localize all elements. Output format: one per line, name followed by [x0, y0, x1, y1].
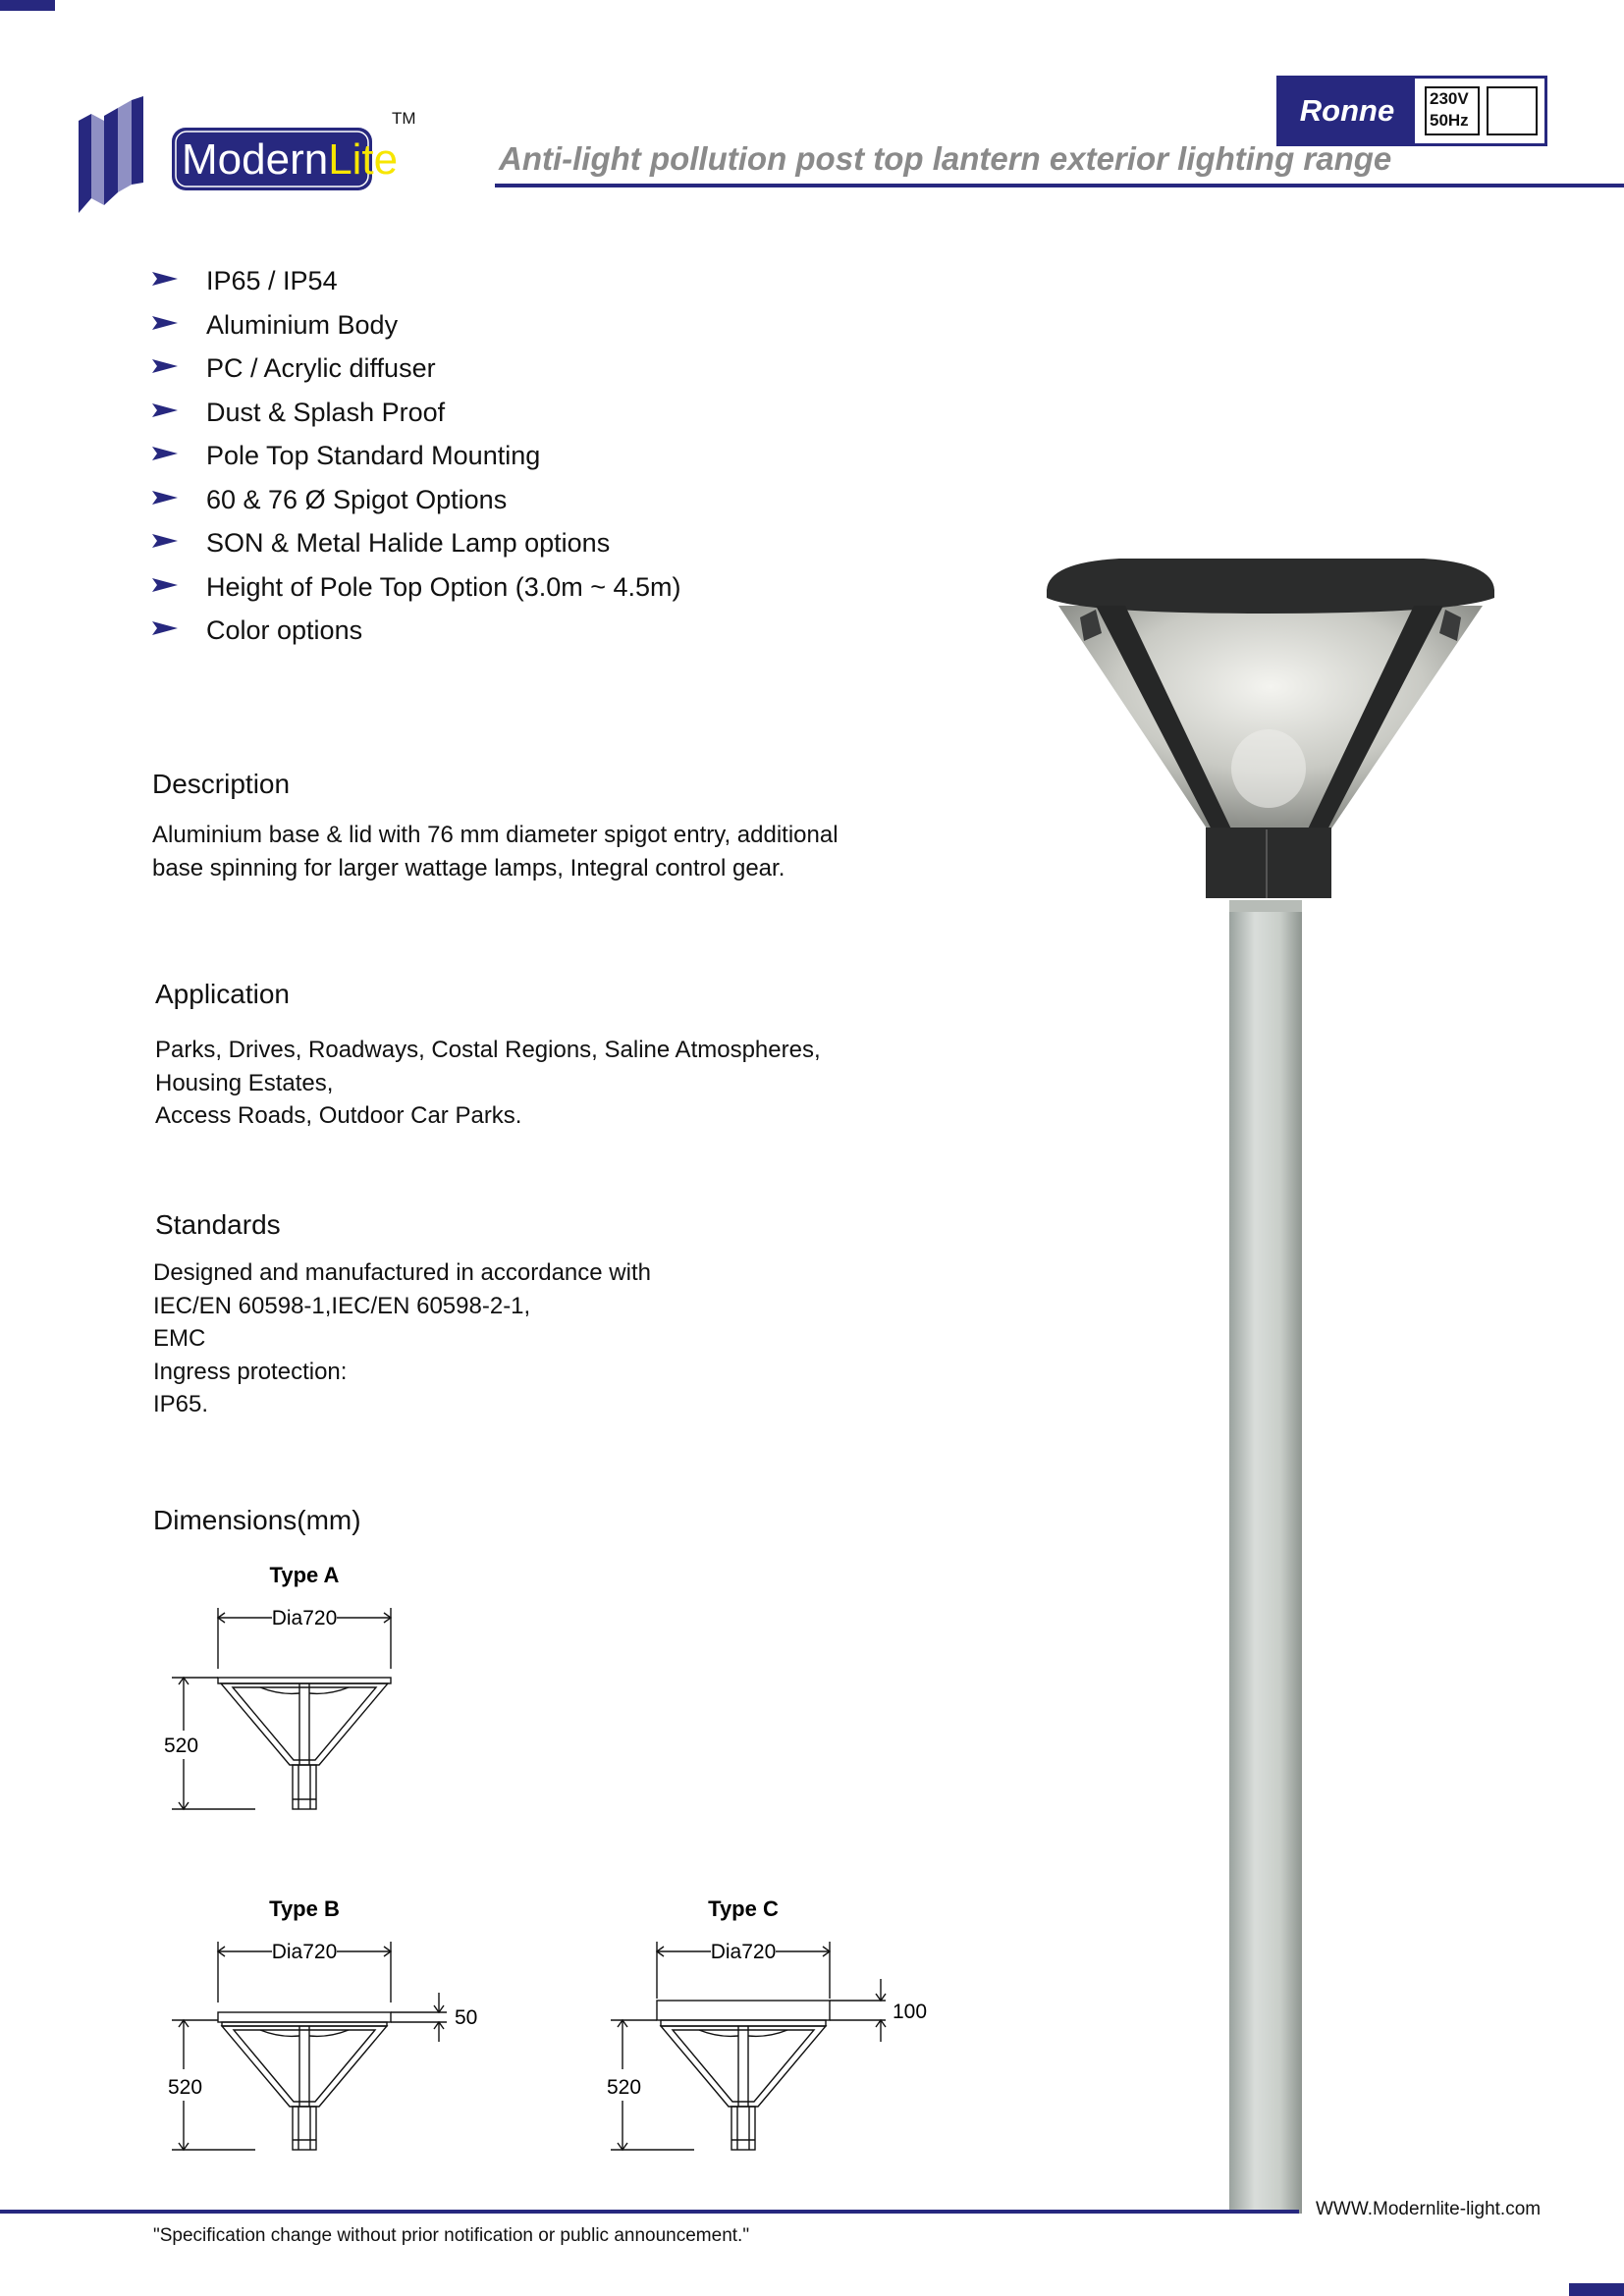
pole	[1229, 908, 1302, 2214]
description-heading: Description	[152, 769, 291, 799]
feature-item: 60 & 76 Ø Spigot Options	[152, 480, 681, 524]
type-c-drawing	[601, 1893, 945, 2158]
type-c-lid-height: 100	[893, 2001, 928, 2023]
certification-box	[1487, 86, 1538, 135]
page-subtitle: Anti-light pollution post top lantern exterior lighting range	[499, 140, 1392, 177]
type-a-drawing	[162, 1559, 417, 1819]
power-rating-box	[1425, 86, 1480, 135]
frequency: 50Hz	[1430, 111, 1469, 130]
product-photo	[1041, 545, 1502, 2214]
type-a-label: Type A	[269, 1563, 340, 1587]
logo-text-lite: Lite	[328, 135, 399, 184]
arrow-bullet-icon	[152, 359, 178, 373]
product-badge	[1276, 76, 1547, 146]
lantern-base	[1206, 828, 1331, 898]
pole-cap	[1229, 900, 1302, 912]
type-c-diameter: Dia720	[710, 1941, 777, 1963]
dimensions-heading: Dimensions(mm)	[153, 1505, 361, 1535]
feature-item: PC / Acrylic diffuser	[152, 348, 681, 393]
arrow-bullet-icon	[152, 316, 178, 330]
arrow-bullet-icon	[152, 491, 178, 505]
arrow-bullet-icon	[152, 621, 178, 635]
disclaimer-text: "Specification change without prior notification or public announcement."	[153, 2225, 750, 2246]
feature-item: Dust & Splash Proof	[152, 393, 681, 437]
feature-list	[152, 261, 681, 655]
type-b-drawing	[162, 1893, 496, 2158]
logo-text-modern: Modern	[182, 135, 329, 184]
footer-divider	[0, 2210, 1299, 2214]
description-text: Aluminium base & lid with 76 mm diameter spigot entry, additional base spinning for larger wattage lamps, Integral control gear.	[152, 822, 839, 881]
arrow-bullet-icon	[152, 272, 178, 286]
lantern-lid	[1047, 559, 1494, 614]
feature-item: Height of Pole Top Option (3.0m ~ 4.5m)	[152, 567, 681, 612]
application-text: Parks, Drives, Roadways, Costal Regions, Saline Atmospheres, Housing Estates, Access Roads, Outdoor Car Parks.	[155, 1037, 821, 1129]
feature-item: IP65 / IP54	[152, 261, 681, 305]
type-a-height: 520	[164, 1735, 199, 1757]
voltage: 230V	[1430, 89, 1469, 108]
application-heading: Application	[155, 979, 290, 1009]
feature-item: Pole Top Standard Mounting	[152, 436, 681, 480]
arrow-bullet-icon	[152, 447, 178, 460]
type-c-label: Type C	[708, 1896, 779, 1921]
trademark-symbol: TM	[392, 109, 416, 128]
arrow-bullet-icon	[152, 403, 178, 417]
type-b-lid-height: 50	[455, 2006, 478, 2029]
arrow-bullet-icon	[152, 534, 178, 548]
type-a-diameter: Dia720	[271, 1607, 338, 1629]
feature-item: Color options	[152, 611, 681, 655]
standards-text: Designed and manufactured in accordance with IEC/EN 60598-1,IEC/EN 60598-2-1, EMC Ingress protection: IP65.	[153, 1259, 651, 1417]
feature-item: Aluminium Body	[152, 305, 681, 349]
type-b-diameter: Dia720	[271, 1941, 338, 1963]
website-url[interactable]: WWW.Modernlite-light.com	[1316, 2199, 1542, 2219]
corner-accent-bottom	[1569, 2283, 1624, 2296]
feature-item: SON & Metal Halide Lamp options	[152, 523, 681, 567]
standards-heading: Standards	[155, 1209, 281, 1240]
type-b-height: 520	[168, 2076, 203, 2099]
type-c-height: 520	[607, 2076, 642, 2099]
header-divider	[495, 184, 1624, 187]
brand-logo	[75, 96, 428, 219]
product-name: Ronne	[1279, 79, 1415, 143]
svg-text:ModernLite	[182, 135, 398, 184]
type-b-label: Type B	[269, 1896, 340, 1921]
arrow-bullet-icon	[152, 578, 178, 592]
corner-accent-top	[0, 0, 55, 11]
